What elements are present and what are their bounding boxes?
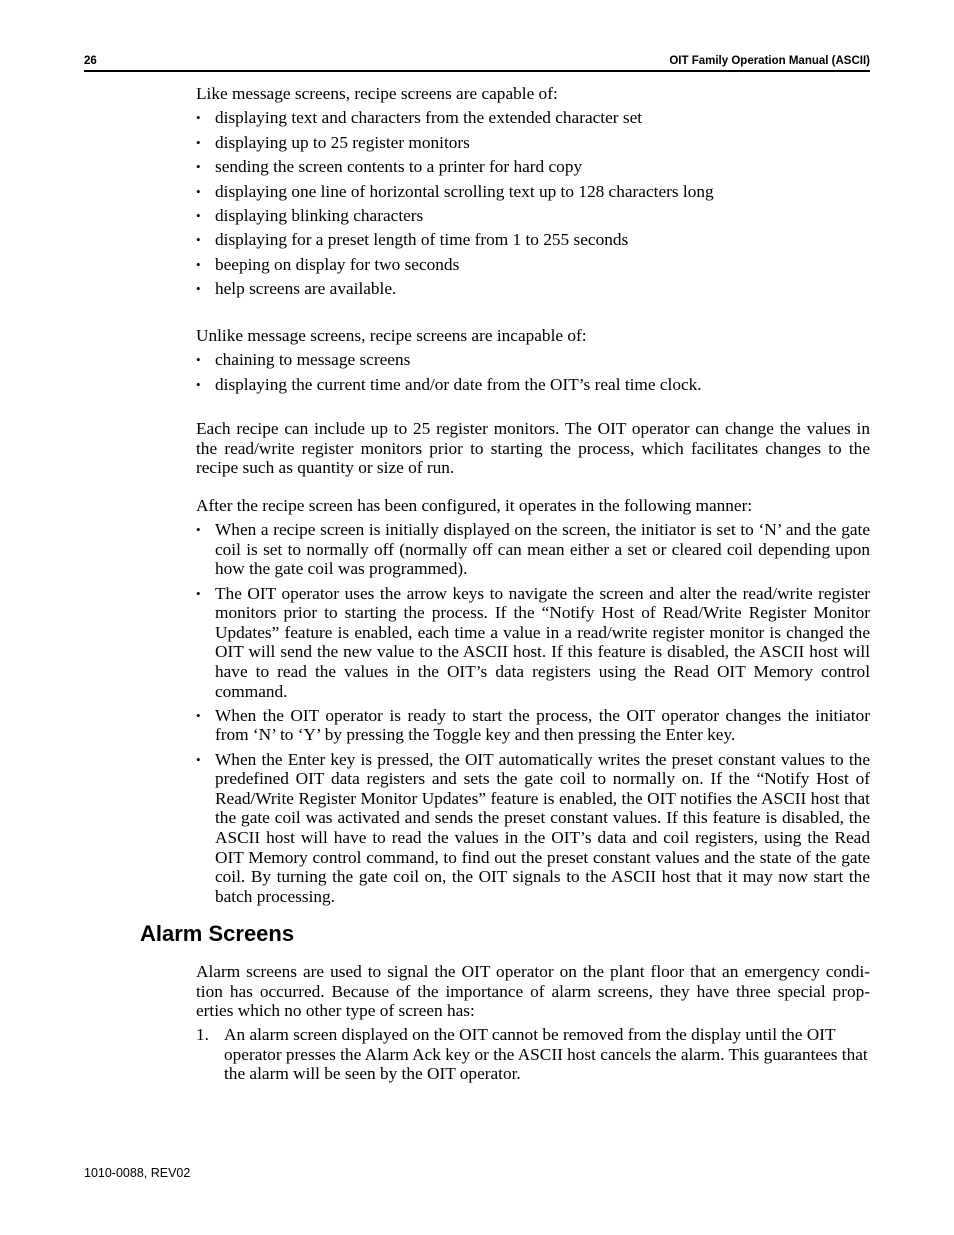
bullet-icon: • — [196, 707, 201, 723]
list-item — [196, 182, 870, 202]
section-heading: Alarm Screens — [140, 921, 295, 947]
list-item-text: The OIT operator uses the arrow keys to navigate the screen and alter the read/write register monitors prior to starting the process. If the “Notify Host of Read/Write Register Monitor Updates” feature is enabled, each time a value in a read/write register monitor is changed the OIT will send the new value to the ASCII host. If this feature is disabled, the ASCII host will have to read the values in the OIT’s data registers using the Read OIT Memory control command. — [215, 583, 870, 701]
list-item — [196, 706, 870, 745]
list-item-text: sending the screen contents to a printer for hard copy — [215, 157, 583, 177]
list-item-text: help screens are available. — [215, 279, 397, 299]
list-item-text: displaying up to 25 register monitors — [215, 132, 470, 152]
list-item-text: displaying one line of horizontal scrolling text up to 128 characters long — [215, 181, 714, 201]
list-item — [196, 584, 870, 702]
list-item — [196, 750, 870, 907]
bullet-icon: • — [196, 256, 201, 272]
bullet-icon: • — [196, 376, 201, 392]
list-item-text: When a recipe screen is initially displayed on the screen, the initiator is set to ‘N’ and the gate coil is set to normally off (normally off can mean either a set or cleared coil depending upon how the gate coil was programmed). — [215, 520, 870, 579]
list-number: 1. — [196, 1025, 209, 1045]
list-item — [196, 230, 870, 250]
list-item — [196, 255, 870, 275]
capable-intro: Like message screens, recipe screens are capable of: — [196, 84, 558, 103]
list-item — [196, 206, 870, 226]
bullet-icon: • — [196, 110, 201, 126]
list-item — [196, 1025, 870, 1084]
page-header — [84, 55, 870, 71]
bullet-icon: • — [196, 232, 201, 248]
page-body — [140, 84, 870, 1084]
bullet-icon: • — [196, 522, 201, 538]
bullet-icon: • — [196, 159, 201, 175]
monitors-paragraph: Each recipe can include up to 25 register monitors. The OIT operator can change the values in the read/write register monitors prior to starting the process, which facilitates changes to the recipe such as quantity or size of run. — [196, 419, 870, 478]
header-title: OIT Family Operation Manual (ASCII) — [669, 55, 870, 67]
list-item-text: displaying the current time and/or date from the OIT’s real time clock. — [215, 374, 702, 394]
list-item-text: displaying for a preset length of time from 1 to 255 seconds — [215, 230, 629, 250]
header-rule — [84, 70, 870, 72]
alarm-intro: Alarm screens are used to signal the OIT operator on the plant floor that an emergency condi-tion has occurred. Because of the importance of alarm screens, they have three special prop-erties which no other type of screen has: — [196, 961, 870, 1021]
list-item-text: displaying blinking characters — [215, 205, 424, 225]
bullet-icon: • — [196, 352, 201, 368]
list-item — [196, 108, 870, 128]
incapable-list — [196, 350, 870, 394]
bullet-icon: • — [196, 751, 201, 767]
bullet-icon: • — [196, 281, 201, 297]
list-item-text: When the Enter key is pressed, the OIT automatically writes the preset constant values to the predefined OIT data registers and sets the gate coil to normally on. If the “Notify Host of Read/Write Register Monitor Updates” feature is enabled, the OIT notifies the ASCII host that the gate coil was activated and sends the preset constant values. If this feature is disabled, the ASCII host will have to read the values in the OIT’s data and coil registers, using the Read OIT Memory control command, to find out the preset constant values and the state of the gate coil. By turning the gate coil on, the OIT signals to the ASCII host that it may now start the batch processing. — [215, 749, 870, 906]
bullet-icon: • — [196, 207, 201, 223]
operation-list — [196, 520, 870, 906]
alarm-properties-list — [196, 1025, 870, 1084]
list-item-text: beeping on display for two seconds — [215, 254, 460, 274]
page-number: 26 — [84, 55, 97, 67]
list-item — [196, 350, 870, 370]
bullet-icon: • — [196, 585, 201, 601]
bullet-icon: • — [196, 134, 201, 150]
capable-list — [196, 108, 870, 298]
list-item — [196, 520, 870, 579]
bullet-icon: • — [196, 183, 201, 199]
list-item — [196, 279, 870, 299]
list-item — [196, 133, 870, 153]
list-item-text: An alarm screen displayed on the OIT cannot be removed from the display until the OIT operator presses the Alarm Ack key or the ASCII host cancels the alarm. This guarantees that the alarm will be seen by the OIT operator. — [224, 1025, 868, 1084]
list-item — [196, 157, 870, 177]
incapable-intro: Unlike message screens, recipe screens are incapable of: — [196, 325, 587, 345]
operation-intro: After the recipe screen has been configured, it operates in the following manner: — [196, 495, 753, 515]
list-item-text: chaining to message screens — [215, 350, 411, 370]
page-footer: 1010-0088, REV02 — [84, 1166, 191, 1180]
list-item — [196, 375, 870, 395]
list-item-text: When the OIT operator is ready to start the process, the OIT operator changes the initiator from ‘N’ to ‘Y’ by pressing the Toggle key and then pressing the Enter key. — [215, 705, 870, 745]
list-item-text: displaying text and characters from the extended character set — [215, 108, 643, 128]
